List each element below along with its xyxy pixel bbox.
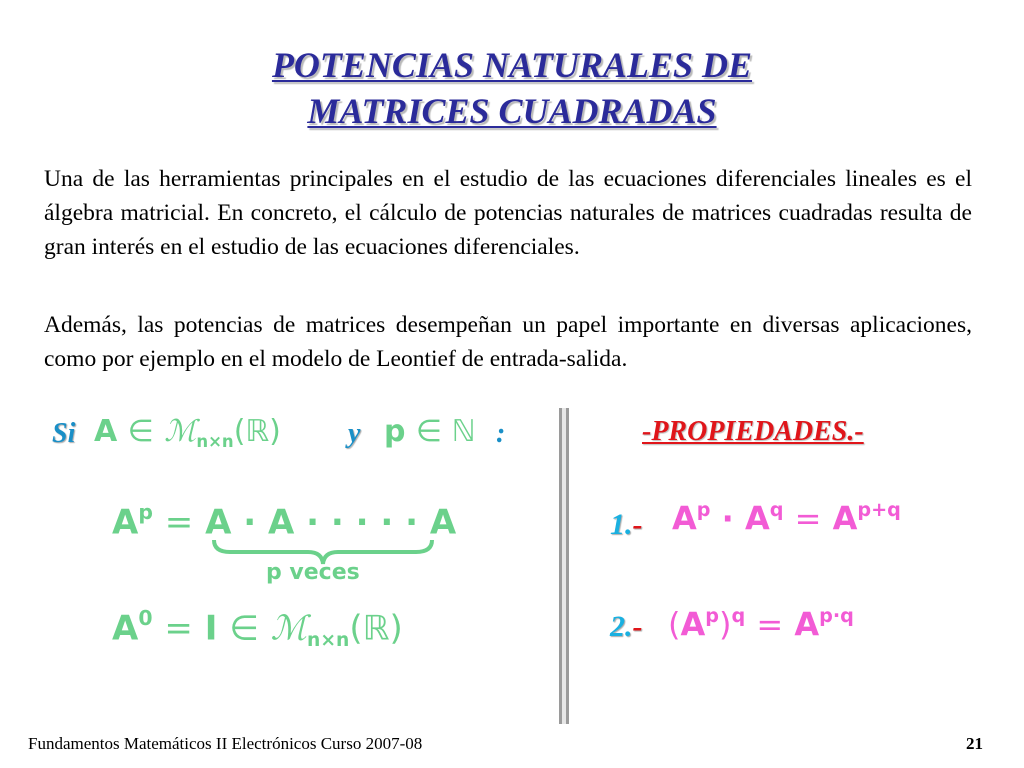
slide-title (0, 42, 1024, 134)
applications-paragraph: Además, las potencias de matrices desempeñan un papel importante en diversas aplicaciones, como por ejemplo en el modelo de Leontief de entrada-salida. (44, 312, 972, 372)
formula-power-definition: $A^p = A \cdot A$ · · · · · A (112, 500, 457, 543)
property-2-dash: - (632, 610, 643, 643)
slide-title-line1: POTENCIAS NATURALES DE (271, 45, 753, 85)
property-1-formula: $A^p \cdot A^q = A^{p+q}$ (672, 498, 901, 538)
vertical-divider (559, 408, 569, 724)
property-2-number (610, 610, 643, 644)
slide-title-line2: MATRICES CUADRADAS (307, 91, 717, 131)
formula-p-in-n: p ∈ ℕ (384, 414, 476, 449)
page-number: 21 (966, 734, 983, 753)
y-label: y (348, 418, 361, 449)
formula-zero-power: $A^0 = I$ ∈ ℳ$_{n\times n}$(ℝ) (112, 606, 403, 651)
colon-label: : (496, 418, 506, 449)
property-1-dash: - (632, 508, 643, 541)
si-label: Si (52, 418, 76, 449)
property-1-index: 1. (610, 508, 633, 541)
property-1-number (610, 508, 643, 542)
property-2-formula: $(A^p)^q = A^{p\cdot q}$ (668, 604, 854, 644)
property-2-index: 2. (610, 610, 633, 643)
intro-paragraph: Una de las herramientas principales en el estudio de las ecuaciones diferenciales lineales es el álgebra matricial. En concreto, el cálculo de potencias naturales de matrices cuadradas resulta de gran interés en el estudio de las ecuaciones diferenciales. (44, 166, 972, 260)
underbrace-label: p veces (266, 560, 360, 585)
properties-title: -PROPIEDADES.- (642, 416, 864, 447)
footer-course: Fundamentos Matemáticos II Electrónicos Curso 2007-08 (28, 734, 423, 753)
formula-a-in-mnxn: A ∈ ℳ$_{n\times n}$(ℝ) (94, 414, 281, 451)
